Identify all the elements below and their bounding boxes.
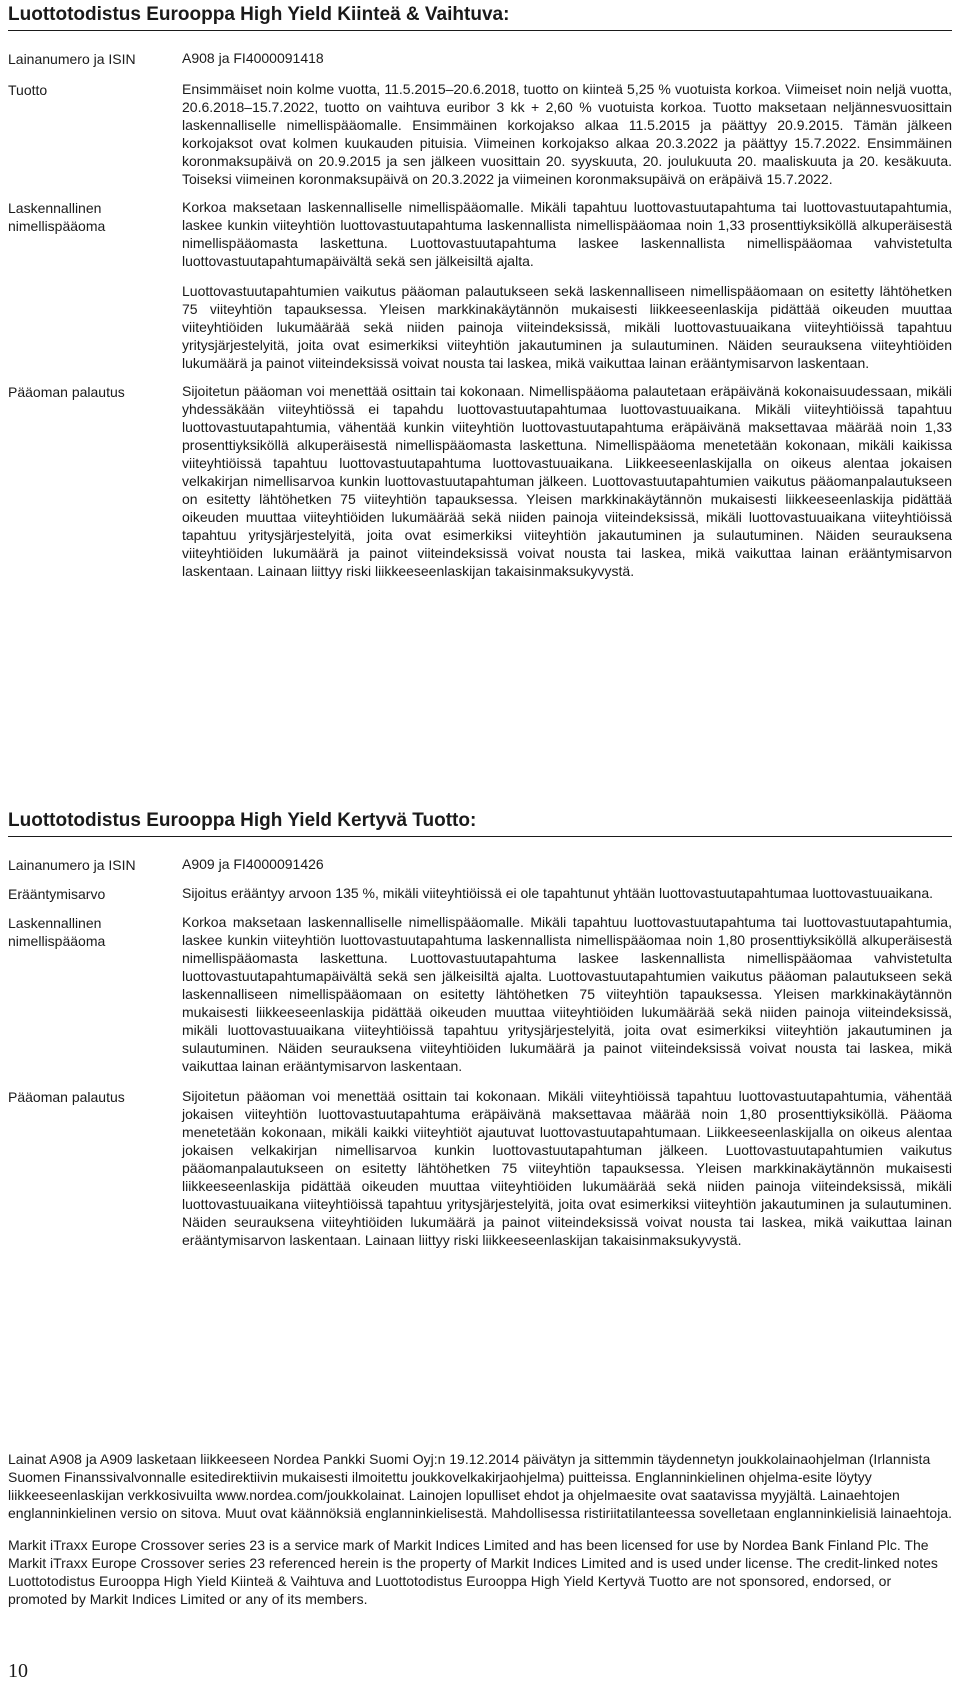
row-label: Erääntymisarvo [8,886,106,902]
row-tuotto [8,80,952,188]
row-laskennallinen-nimellispaaoma [8,913,952,1075]
row-content [182,1087,952,1249]
row-label: Tuotto [8,82,48,98]
row-paaoman-palautus [8,382,952,580]
row-label: Lainanumero ja ISIN [8,51,136,67]
row-label: Laskennallinen nimellispääoma [8,200,106,234]
row-label: Pääoman palautus [8,1089,125,1105]
page-number: 10 [8,1660,28,1682]
section-kertyva-tuotto [8,810,952,1249]
row-content [182,198,952,372]
row-paaoman-palautus [8,1087,952,1249]
row-content [182,913,952,1075]
row-content [182,49,952,68]
paragraph: Luottovastuutapahtumien vaikutus pääoman palautukseen sekä laskennalliseen nimellispääomaan on esitetty lähtöhetken 75 viiteyhtiön tapauksessa. Yleisen markkinakäytännön mukaisesti liikkeeseenlaskija pidättää oikeuden muuttaa viiteyhtiöiden lukumäärää sekä niiden painoja viiteindeksissä, mikäli luottovastuuaikana viiteyhtiöissä tapahtuu yritysjärjestelyitä, joita ovat esimerkiksi viiteyhtiön jakautuminen ja sulautuminen. Näiden seurauksena viiteyhtiöiden lukumäärä ja painot viiteindeksissä voivat nousta tai laskea, mikä vaikuttaa lainan erääntymisarvon laskentaan. [182,283,952,371]
row-label: Laskennallinen nimellispääoma [8,915,106,949]
paragraph: A909 ja FI4000091426 [182,856,324,872]
paragraph: Sijoitus erääntyy arvoon 135 %, mikäli viiteyhtiöissä ei ole tapahtunut yhtään luottovastuutapahtumaa luottovastuuaikana. [182,885,934,901]
footer-notes [8,1450,952,1608]
paragraph: Korkoa maksetaan laskennalliselle nimellispääomalle. Mikäli tapahtuu luottovastuutapahtuma tai luottovastuutapahtumia, laskee kunkin viiteyhtiön luottovastuutapahtuma laskennallista nimellispääomaa noin 1,80 prosenttiyksiköllä alkuperäisestä nimellispääomasta laskettuna. Luottovastuutapahtuma laskee laskennallista nimellispääomaa vahvistetulta luottovastuutapahtumapäivältä sekä sen jälkeisiltä ajalta. Luottovastuutapahtumien vaikutus pääoman palautukseen sekä laskennalliseen nimellispääomaan on esitetty lähtöhetken 75 viiteyhtiön tapauksessa. Yleisen markkinakäytännön mukaisesti liikkeeseenlaskija pidättää oikeuden muuttaa viiteyhtiöiden lukumäärää sekä niiden painoja viiteindeksissä, mikäli luottovastuuaikana viiteyhtiöissä tapahtuu yritysjärjestelyitä, joita ovat esimerkiksi viiteyhtiön jakautuminen ja sulautuminen. Näiden seurauksena viiteyhtiöiden lukumäärä ja painot viiteindeksissä voivat nousta tai laskea, mikä vaikuttaa lainan erääntymisarvon laskentaan. [182,914,952,1074]
row-isin [8,49,952,68]
row-label: Pääoman palautus [8,384,125,400]
row-eraantymisarvo [8,884,952,903]
section-title: Luottotodistus Eurooppa High Yield Kiinteä & Vaihtuva: [8,4,510,25]
section-rule [8,30,952,31]
paragraph: Korkoa maksetaan laskennalliselle nimellispääomalle. Mikäli tapahtuu luottovastuutapahtuma tai luottovastuutapahtumia, laskee kunkin viiteyhtiön luottovastuutapahtuma laskennallista nimellispääomaa noin 1,33 prosenttiyksiköllä alkuperäisestä nimellispääomasta laskettuna. Luottovastuutapahtuma laskee laskennallista nimellispääomaa vahvistetulta luottovastuutapahtumapäivältä sekä sen jälkeisiltä ajalta. [182,199,952,269]
row-content [182,382,952,580]
paragraph: Sijoitetun pääoman voi menettää osittain tai kokonaan. Nimellispääoma palautetaan eräpäivänä kokonaisuudessaan, mikäli yhdessäkään viiteyhtiössä ei tapahdu luottovastuutapahtumaa luottovastuuaikana. Mikäli viiteyhtiöissä tapahtuu luottovastuutapahtumia, vähentää kunkin viiteyhtiön luottovastuutapahtuma eräpäivänä maksettavaa määrää noin 1,33 prosenttiyksiköllä alkuperäisestä nimellispääomasta laskettuna. Nimellispääoma menetetään kokonaan, mikäli kaikissa viiteyhtiöissä tapahtuu luottovastuutapahtuma luottovastuuaikana. Liikkeeseenlaskijalla on oikeus alentaa jokaisen velkakirjan nimellisarvoa kunkin luottovastuutapahtuman jälkeen. Luottovastuutapahtumien vaikutus pääomanpalautukseen on esitetty lähtöhetken 75 viiteyhtiön tapauksessa. Yleisen markkinakäytännön mukaisesti liikkeeseenlaskija pidättää oikeuden muuttaa viiteyhtiöiden lukumäärää sekä niiden painoja viiteindeksissä, mikäli luottovastuuaikana viiteyhtiöissä tapahtuu yritysjärjestelyitä, joita ovat esimerkiksi viiteyhtiön jakautuminen ja sulautuminen. Näiden seurauksena viiteyhtiöiden lukumäärä ja painot viiteindeksissä voivat nousta tai laskea, mikä vaikuttaa lainan erääntymisarvon laskentaan. Lainaan liittyy riski liikkeeseenlaskijan takaisinmaksukyvystä. [182,383,952,579]
row-isin [8,855,952,874]
section-title: Luottotodistus Eurooppa High Yield Kertyvä Tuotto: [8,810,477,831]
english-license-note: Markit iTraxx Europe Crossover series 23 is a service mark of Markit Indices Limited and has been licensed for use by Nordea Bank Finland Plc. The Markit iTraxx Europe Crossover series 23 referenced herein is the property of Markit Indices Limited and is used under license. The credit-linked notes Luottotodistus Eurooppa High Yield Kiinteä & Vaihtuva and Luottotodistus Eurooppa High Yield Kertyvä Tuotto are not sponsored, endorsed, or promoted by Markit Indices Limited or any of its members. [8,1537,938,1607]
section-rule [8,836,952,837]
row-content [182,855,952,874]
row-content [182,884,952,903]
paragraph: Sijoitetun pääoman voi menettää osittain tai kokonaan. Mikäli viiteyhtiöissä tapahtuu luottovastuutapahtumia, vähentää jokaisen viiteyhtiön luottovastuutapahtuma eräpäivänä maksettavaa määrää noin 1,80 prosenttiyksiköllä. Pääoma menetetään kokonaan, mikäli kaikki viiteyhtiöt ajautuvat luottovastuutapahtumaan. Liikkeeseenlaskijalla on oikeus alentaa jokaisen velkakirjan nimellisarvoa kunkin luottovastuutapahtuman jälkeen. Luottovastuutapahtumien vaikutus pääomanpalautukseen on esitetty lähtöhetken 75 viiteyhtiön tapauksessa. Yleisen markkinakäytännön mukaisesti liikkeeseenlaskija pidättää oikeuden muuttaa viiteyhtiöiden lukumäärää sekä niiden painoja viiteindeksissä, mikäli luottovastuuaikana viiteyhtiöissä tapahtuu yritysjärjestelyitä, joita ovat esimerkiksi viiteyhtiön jakautuminen ja sulautuminen. Näiden seurauksena viiteyhtiöiden lukumäärä ja painot viiteindeksissä voivat nousta tai laskea, mikä vaikuttaa lainan erääntymisarvon laskentaan. Lainaan liittyy riski liikkeeseenlaskijan takaisinmaksukyvystä. [182,1088,952,1248]
row-content [182,80,952,188]
row-laskennallinen-nimellispaaoma [8,198,952,372]
paragraph: A908 ja FI4000091418 [182,50,324,66]
row-label: Lainanumero ja ISIN [8,857,136,873]
section-kiintea-vaihtuva [8,4,952,580]
paragraph: Ensimmäiset noin kolme vuotta, 11.5.2015–20.6.2018, tuotto on kiinteä 5,25 % vuotuista korkoa. Viimeiset noin neljä vuotta, 20.6.2018–15.7.2022, tuotto on vaihtuva euribor 3 kk + 2,60 % vuotuista korkoa. Tuotto maksetaan neljännesvuosittain laskennalliselle nimellispääomalle. Ensimmäinen korkojakso alkaa 11.5.2015 ja päättyy 20.9.2015. Tämän jälkeen korkojaksot ovat kolmen kuukauden pituisia. Viimeinen korkojakso alkaa 20.3.2022 ja päättyy 15.7.2022. Ensimmäinen koronmaksupäivä on 20.9.2015 ja sen jälkeen vuosittain 20. syyskuuta, 20. joulukuuta 20. maaliskuuta ja 20. kesäkuuta. Toiseksi viimeinen koronmaksupäivä on 20.3.2022 ja viimeinen koronmaksupäivä on eräpäivä 15.7.2022. [182,81,952,187]
finnish-legal-note: Lainat A908 ja A909 lasketaan liikkeeseen Nordea Pankki Suomi Oyj:n 19.12.2014 päivätyn ja sittemmin täydennetyn joukkolainaohjelman (Irlannista Suomen Finanssivalvonnalle esitedirektiivin mukaisesti ilmoitettu joukkovelkakirjaohjelma) puitteissa. Englanninkielinen ohjelma-esite löytyy liikkeeseenlaskijan verkkosivuilta www.nordea.com/joukkolainat. Lainojen lopulliset ehdot ja ohjelmaesite ovat saatavissa myyjältä. Lainaehtojen englanninkielinen versio on sitova. Muut ovat käännöksiä englanninkielisestä. Mahdollisessa ristiriitatilanteessa sovelletaan englanninkielisiä lainaehtoja. [8,1451,953,1521]
